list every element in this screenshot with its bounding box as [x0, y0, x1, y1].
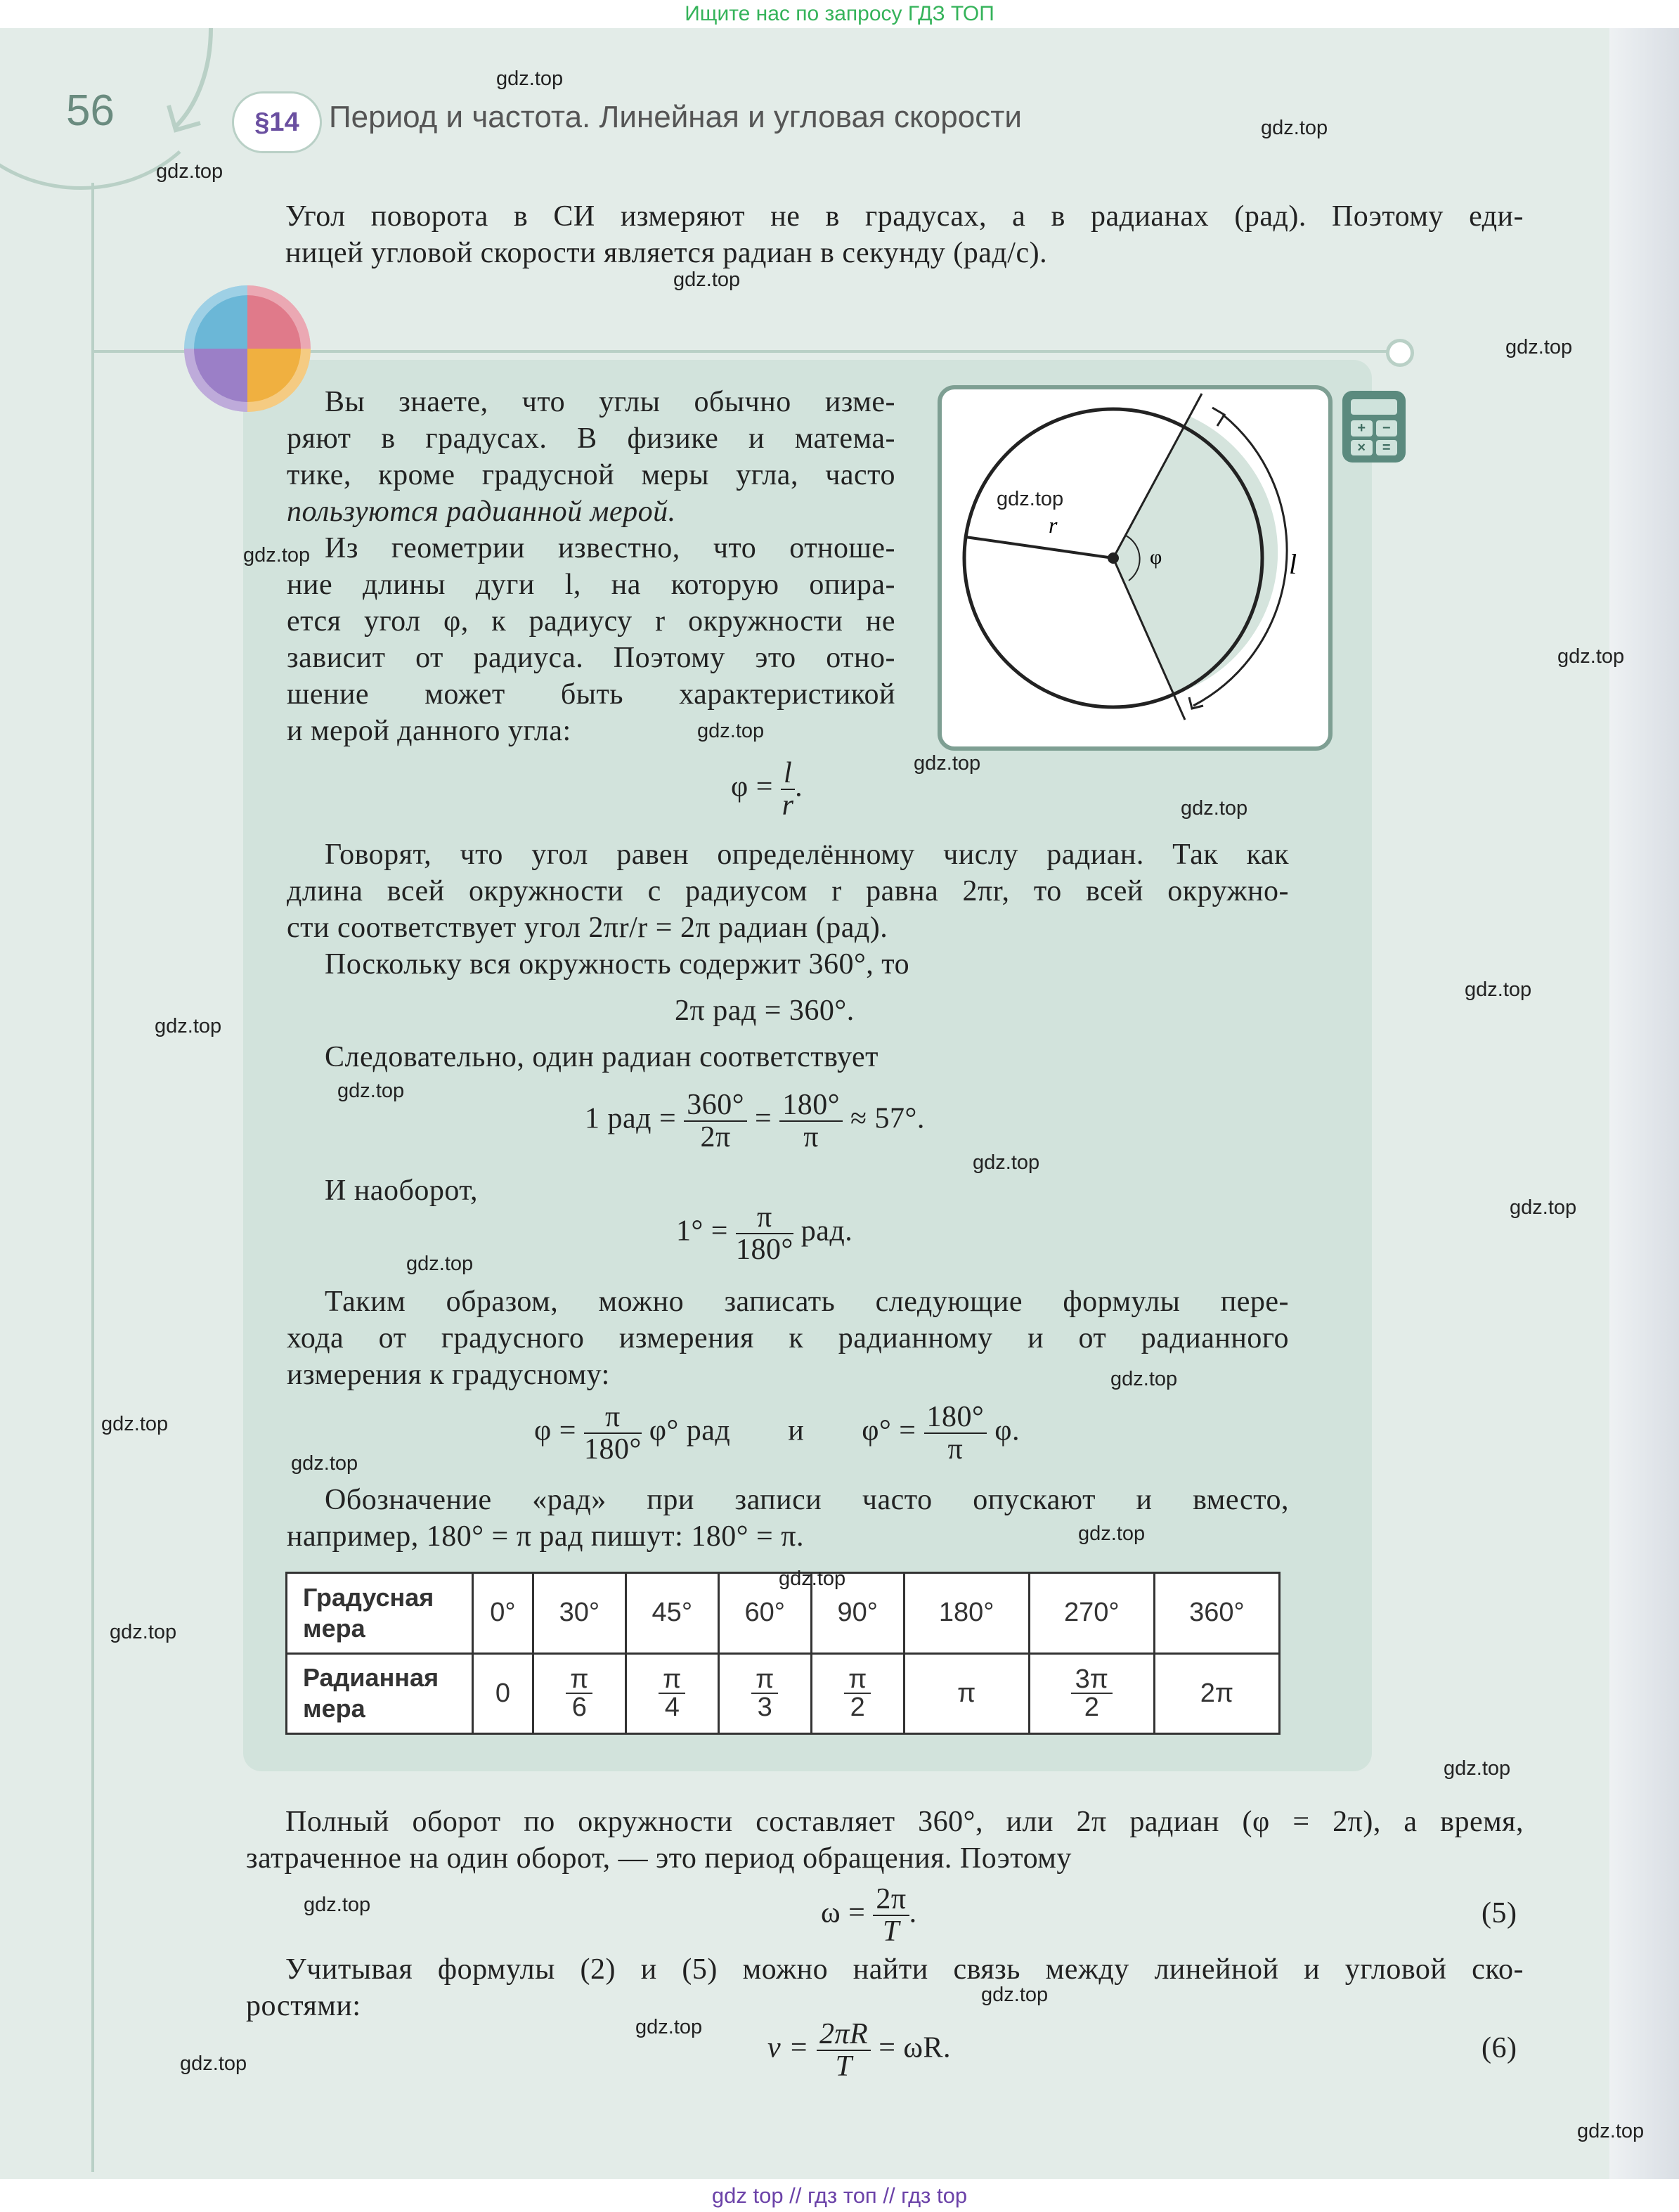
- intro-line-2: ницей угловой скорости является радиан в секунду (рад/с).: [285, 237, 1048, 269]
- table-cell: π: [904, 1653, 1029, 1734]
- box-paragraph-8: Обозначение «рад» при записи часто опускают и вместо, например, 180° = π рад пишут: 180° = π.: [287, 1484, 1289, 1553]
- watermark: gdz.top: [406, 1253, 474, 1275]
- formula-one-degree: 1° = $\frac{\pi}{180^\circ}$ рад.: [676, 1201, 853, 1266]
- table-cell: $\frac{\pi}{3}$: [718, 1653, 811, 1734]
- box-paragraph-7: Таким образом, можно записать следующие формулы пере- хода от градусного измерения к радианному и от радианного измерения к градусному:: [287, 1286, 1289, 1391]
- watermark: gdz.top: [1577, 2120, 1645, 2142]
- equation-number-6: (6): [1482, 2032, 1517, 2064]
- page-edge: [1609, 28, 1679, 2179]
- curved-arrow-icon: [162, 28, 232, 141]
- watermark: gdz.top: [914, 752, 981, 775]
- margin-line: [91, 183, 94, 2172]
- watermark: gdz.top: [156, 160, 223, 183]
- row-header-degrees: Градусная мера: [287, 1573, 473, 1654]
- watermark: gdz.top: [673, 269, 741, 291]
- equation-number-5: (5): [1482, 1897, 1517, 1929]
- top-banner[interactable]: Ищите нас по запросу ГДЗ ТОП: [685, 2, 994, 25]
- section-title: Период и частота. Линейная и угловая скорости: [329, 100, 1022, 134]
- intro-line-1: Угол поворота в СИ измеряют не в градусах, а в радианах (рад). Поэтому еди-: [285, 200, 1524, 233]
- angle-label: φ: [1150, 545, 1162, 569]
- box-paragraph-1: Вы знаете, что углы обычно изме- ряют в градусах. В физике и матема- тике, кроме градусной меры угла, часто пользуются радианной мерой.: [287, 386, 895, 528]
- divider-dot: [1386, 339, 1414, 367]
- table-cell: 270°: [1029, 1573, 1154, 1654]
- watermark: gdz.top: [337, 1080, 405, 1102]
- watermark: gdz.top: [1465, 978, 1532, 1001]
- box-paragraph-4: Поскольку вся окружность содержит 360°, то: [325, 948, 910, 981]
- watermark: gdz.top: [997, 488, 1064, 510]
- watermark: gdz.top: [180, 2052, 247, 2075]
- page-number: 56: [66, 86, 115, 135]
- formula-velocity: v = $\frac{2\pi R}{T}$ = ωR.: [767, 2018, 952, 2083]
- formula-phi-l-r: φ = $\frac{l}{r}$ .: [731, 757, 803, 822]
- watermark: gdz.top: [496, 67, 564, 90]
- formula-one-radian: 1 рад = $\frac{360^\circ}{2\pi}$ = $\frac{180^\circ}{\pi}$ ≈ 57°.: [585, 1089, 925, 1153]
- watermark: gdz.top: [1510, 1196, 1577, 1219]
- table-cell: $\frac{\pi}{4}$: [625, 1653, 718, 1734]
- conversion-table: [285, 1572, 1281, 1735]
- table-cell: $\frac{\pi}{6}$: [533, 1653, 625, 1734]
- watermark: gdz.top: [1444, 1757, 1511, 1780]
- table-cell: 0°: [473, 1573, 533, 1654]
- table-row-radians: [287, 1653, 1280, 1734]
- row-header-radians: Радианная мера: [287, 1653, 473, 1734]
- watermark: gdz.top: [973, 1151, 1040, 1174]
- watermark: gdz.top: [101, 1413, 169, 1435]
- watermark: gdz.top: [304, 1894, 371, 1916]
- arc-label: l: [1289, 548, 1297, 580]
- watermark: gdz.top: [291, 1452, 358, 1475]
- calculator-icon: + − × =: [1342, 391, 1406, 463]
- table-cell: 30°: [533, 1573, 625, 1654]
- watermark: gdz.top: [1505, 336, 1573, 358]
- table-cell: 45°: [625, 1573, 718, 1654]
- watermark: gdz.top: [635, 2016, 703, 2038]
- watermark: gdz.top: [1557, 645, 1625, 668]
- formula-omega: ω = $\frac{2\pi}{T}$ .: [821, 1883, 917, 1948]
- box-paragraph-6: И наоборот,: [325, 1175, 478, 1207]
- after-paragraph-2: Учитывая формулы (2) и (5) можно найти связь между линейной и угловой ско- ростями:: [246, 1953, 1524, 2022]
- watermark: gdz.top: [1110, 1368, 1178, 1390]
- angle-figure: [938, 385, 1333, 751]
- radius-label: r: [1049, 512, 1058, 538]
- watermark: gdz.top: [779, 1567, 846, 1590]
- table-cell: $\frac{\pi}{2}$: [811, 1653, 904, 1734]
- after-paragraph-1: Полный оборот по окружности составляет 360°, или 2π радиан (φ = 2π), а время, затраченное на один оборот, — это период обращения. Поэтому: [246, 1806, 1524, 1875]
- table-cell: 2π: [1154, 1653, 1279, 1734]
- watermark: gdz.top: [697, 720, 765, 742]
- watermark: gdz.top: [155, 1015, 222, 1037]
- formula-conversion: φ = $\frac{\pi}{180^\circ}$ φ° рад и φ° = $\frac{180^\circ}{\pi}$ φ.: [534, 1401, 1020, 1466]
- table-cell: 0: [473, 1653, 533, 1734]
- watermark: gdz.top: [1181, 797, 1248, 820]
- watermark: gdz.top: [243, 544, 311, 567]
- table-cell: 360°: [1154, 1573, 1279, 1654]
- table-cell: 180°: [904, 1573, 1029, 1654]
- table-cell: 90°: [811, 1573, 904, 1654]
- watermark: gdz.top: [1261, 117, 1328, 139]
- table-cell: $\frac{3\pi}{2}$: [1029, 1653, 1154, 1734]
- watermark: gdz.top: [1078, 1522, 1146, 1545]
- formula-2pi-360: 2π рад = 360°.: [675, 995, 855, 1027]
- box-paragraph-5: Следовательно, один радиан соответствует: [325, 1041, 879, 1073]
- box-paragraph-3: Говорят, что угол равен определённому числу радиан. Так как длина всей окружности с радиусом r равна 2πr, то всей окружно- сти соответствует угол 2πr/r = 2π радиан (рад).: [287, 839, 1289, 944]
- watermark: gdz.top: [110, 1621, 177, 1643]
- table-cell: 60°: [718, 1573, 811, 1654]
- bottom-footer[interactable]: gdz top // гдз топ // гдз top: [711, 2183, 968, 2208]
- section-badge: §14: [232, 91, 322, 153]
- watermark: gdz.top: [981, 1984, 1049, 2006]
- box-paragraph-2: Из геометрии известно, что отноше- ние длины дуги l, на которую опира- ется угол φ, к радиусу r окружности не зависит от радиуса. Поэтому это отно- шение может быть характеристикой и мерой данного угла:: [287, 532, 895, 747]
